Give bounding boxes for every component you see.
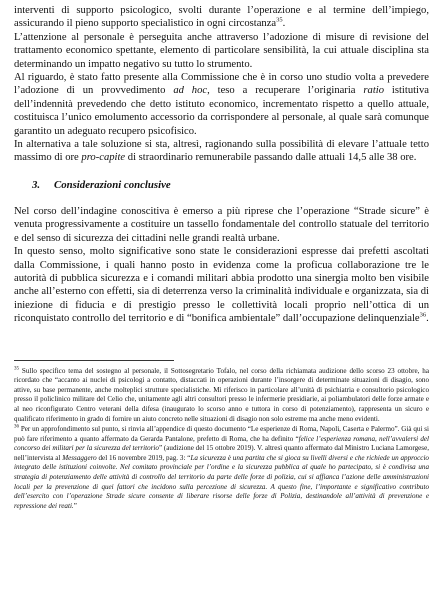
paragraph-support: interventi di supporto psicologico, svolti durante l’operazione e al termine dell’impiego, assicurando il pieno supporto specialistico in ogni circostanza$^{35}$. (14, 5, 429, 30)
body-text (14, 4, 429, 165)
paragraph-conclusion-2: In questo senso, molto significative sono state le considerazioni espresse dai prefetti ascoltati dalla Commissione, i quali hanno posto in evidenza come la proficua collaborazione tre le autorità di pubblica sicurezza e i comandi militari abbia prodotto una sinergia molto ben visibile anche all’esterno con effetti, sia di deterrenza verso la criminalità individuale e organizzata, sia di iniezione di fiducia e di prestigio presso le collettività locali proprio nell’ottica di un riconquistato controllo del territorio e di “bonifica ambientale” dall’occupazione delinquenziale$^{36}$. (14, 246, 429, 325)
paragraph-personnel: L’attenzione al personale è perseguita anche attraverso l’adozione di misure di revisione del trattamento economico spettante, elemento di particolare sensibilità, la cui attuale disciplina sta determinando un impatto negativo su tutto lo strumento. (14, 31, 429, 70)
paragraph-alternative: In alternativa a tale soluzione si sta, altresì, ragionando sulla possibilità di elevare l’attuale tetto massimo di ore pro-capite di straordinario remunerabile passando dalle attuali 14,5 alle 38 ore. (14, 139, 429, 164)
conclusion-text (14, 205, 429, 326)
footnote-35: $^{35}$ Sullo specifico tema del sostegno al personale, il Sottosegretario Tofalo, nel corso della richiamata audizione dello scorso 23 ottobre, ha ricordato che “accanto ai nuclei di psicologi a contatto, distaccati in operazioni durante l’insorgere di determinate situazioni di disagio, sono attive, su base permanente, anche molteplici strutture specialistiche. Mi riferisco in particolare all’unità di psichiatria e consultorio psicologico presso il policlinico militare del Celio che, unitamente agli altri consultori presso le infermerie presidiarie, ai poliambulatori delle forze armate e al neo riconfigurato Centro veterani della difesa (inaugurato lo scorso anno e tuttora in corso di potenziamento), rappresenta un sicuro e qualificato riferimento in grado di fornire un aiuto concreto nelle situazioni di disagio non solo estreme ma anche meno evidenti. (14, 366, 429, 423)
paragraph-study: Al riguardo, è stato fatto presente alla Commissione che è in corso uno studio volta a prevedere l’adozione di un provvedimento ad hoc, teso a recuperare l’originaria ratio istitutiva dell’indennità prevedendo che detto istituto economico, incrementato rispetto a quello attuale, costituisca l’unico emolumento accessorio da corrispondere al personale, al quale sarà comunque garantito un adeguato recupero psicofisico. (14, 72, 429, 137)
footnote-ref-36[interactable]: 36 (419, 311, 427, 319)
footnotes (14, 367, 429, 512)
footnote-separator (14, 360, 174, 361)
section-title: Considerazioni conclusive (54, 178, 171, 191)
section-heading (32, 179, 429, 191)
footnote-36: $^{36}$ Per un approfondimento sul punto, si rinvia all’appendice di questo documento “Le esperienze di Roma, Napoli, Caserta e Palermo”. Già qui si può fare riferimento a quanto affermato da Gerarda Pantalone, prefetto di Roma, che ha definito “felice l’esperienza romana, nell’avvalersi del concorso dei militari per la sicurezza del territorio” (audizione del 15 ottobre 2019). V. altresì quanto affermato dal Ministro Luciana Lamorgese, nell’intervista al Messaggero del 16 novembre 2019, pag. 3: “La sicurezza è una partita che si gioca su livelli diversi e che richiede un approccio integrato delle istituzioni coinvolte. Nel comitato provinciale per l’ordine e la sicurezza pubblica al quale ho partecipato, si è condivisa una strategia di potenziamento delle attività di controllo del territorio da parte delle forze di polizia, cui si affianca l’azione delle amministrazioni locali per la prevenzione di quei fattori che incidono sulla percezione di sicurezza. A questo fine, l’importante e significativo contributo dell’esercito con l’operazione Strade sicure consente di liberare risorse delle forze di Polizia, destinandole all’attività di prevenzione e repressione dei reati.” (14, 424, 429, 510)
section-number: 3. (32, 178, 41, 191)
footnote-ref-35[interactable]: 35 (276, 16, 283, 24)
paragraph-conclusion-1: Nel corso dell’indagine conoscitiva è emerso a più riprese che l’operazione “Strade sicure” è venuta progressivamente a costituire un tassello fondamentale del controllo statuale del territorio e del senso di sicurezza dei cittadini nelle grandi realtà urbane. (14, 205, 429, 244)
